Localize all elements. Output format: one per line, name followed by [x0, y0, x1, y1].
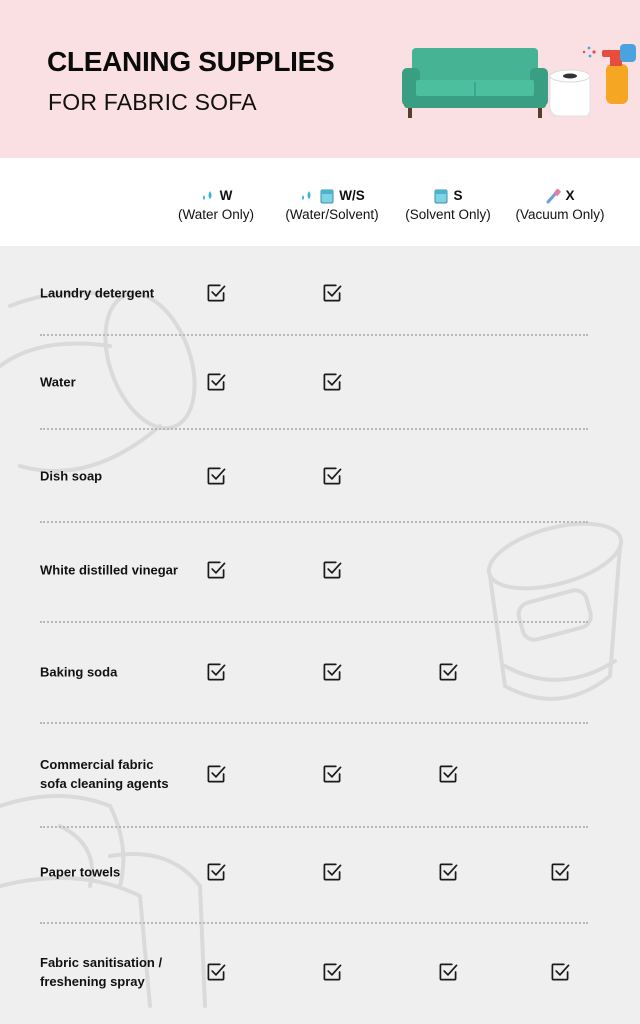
- column-description: (Solvent Only): [405, 207, 491, 222]
- column-header-w: [151, 186, 281, 224]
- checkbox-checked-icon: [323, 561, 342, 580]
- row-divider: [40, 621, 588, 623]
- solvent-bucket-icon: [319, 188, 335, 204]
- checkbox-checked-icon: [439, 863, 458, 882]
- column-code: [151, 186, 281, 205]
- checkbox-checked-icon: [323, 765, 342, 784]
- column-code: [267, 186, 397, 205]
- water-drops-icon: [299, 188, 315, 204]
- checkbox-checked-icon: [551, 963, 570, 982]
- row-label: Dish soap: [40, 468, 103, 484]
- column-code-label: W/S: [339, 188, 365, 203]
- row-label: Commercial fabric sofa cleaning agents: [40, 757, 169, 791]
- header: [0, 0, 640, 158]
- row-label: Laundry detergent: [40, 285, 155, 301]
- column-header-x: [495, 186, 625, 224]
- column-description: (Vacuum Only): [515, 207, 605, 222]
- paper-towel-icon: [550, 70, 590, 116]
- row-label: Paper towels: [40, 864, 121, 880]
- row-label: Water: [40, 374, 76, 390]
- column-code: [495, 186, 625, 205]
- row-divider: [40, 428, 588, 430]
- checkbox-checked-icon: [323, 863, 342, 882]
- sofa-cleaning-illustration: [398, 40, 638, 120]
- checkbox-checked-icon: [207, 373, 226, 392]
- column-description: (Water Only): [177, 207, 254, 222]
- row-divider: [40, 922, 588, 924]
- checkbox-checked-icon: [323, 663, 342, 682]
- checkbox-checked-icon: [551, 863, 570, 882]
- page-subtitle: FOR FABRIC SOFA: [48, 89, 257, 115]
- water-drops-icon: [200, 188, 216, 204]
- row-divider: [40, 334, 588, 336]
- row-label: White distilled vinegar: [40, 562, 178, 578]
- checkbox-checked-icon: [207, 561, 226, 580]
- column-header-w-s: [267, 186, 397, 224]
- checkbox-checked-icon: [323, 284, 342, 303]
- checkbox-checked-icon: [207, 284, 226, 303]
- column-code: [383, 186, 513, 205]
- row-label: Fabric sanitisation / freshening spray: [40, 955, 163, 989]
- checkbox-checked-icon: [207, 863, 226, 882]
- checkbox-checked-icon: [207, 963, 226, 982]
- row-divider: [40, 521, 588, 523]
- checkbox-checked-icon: [439, 765, 458, 784]
- row-divider: [40, 722, 588, 724]
- column-description: (Water/Solvent): [285, 207, 379, 222]
- row-label: Baking soda: [40, 664, 118, 680]
- column-header-bar: [0, 158, 640, 246]
- checkbox-checked-icon: [207, 467, 226, 486]
- checkbox-checked-icon: [323, 963, 342, 982]
- column-code-label: W: [219, 188, 233, 203]
- row-divider: [40, 826, 588, 828]
- vacuum-brush-icon: [545, 188, 561, 204]
- spray-bottle-icon: [583, 44, 636, 104]
- checkbox-checked-icon: [439, 663, 458, 682]
- checkbox-checked-icon: [323, 467, 342, 486]
- checkbox-checked-icon: [439, 963, 458, 982]
- column-code-label: S: [453, 188, 463, 203]
- page-title: CLEANING SUPPLIES: [47, 46, 335, 77]
- column-header-s: [383, 186, 513, 224]
- supplies-table: [0, 246, 640, 1024]
- sofa-icon: [402, 48, 548, 118]
- checkbox-checked-icon: [207, 663, 226, 682]
- column-code-label: X: [565, 188, 575, 203]
- background-decoration: [0, 246, 640, 1024]
- checkbox-checked-icon: [207, 765, 226, 784]
- checkbox-checked-icon: [323, 373, 342, 392]
- solvent-bucket-icon: [433, 188, 449, 204]
